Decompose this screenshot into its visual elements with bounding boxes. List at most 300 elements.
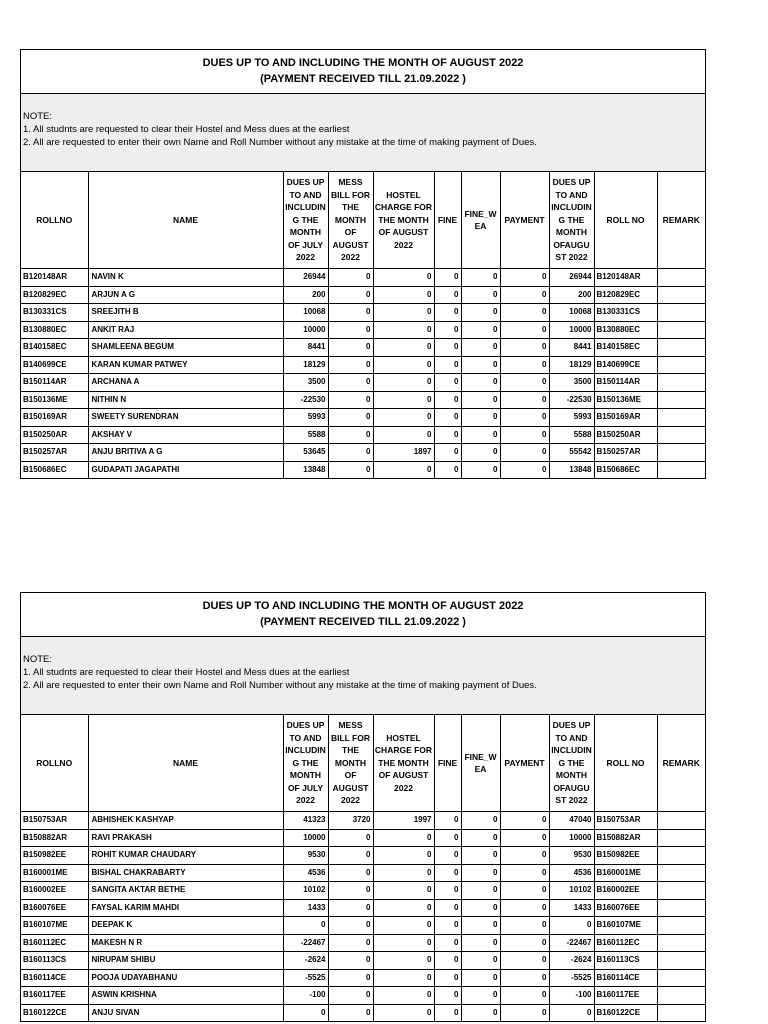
cell-dues-july: -100 [283,987,328,1005]
cell-rollno: B160113CS [21,952,88,970]
cell-name: RAVI PRAKASH [88,829,283,847]
cell-mess-bill: 0 [328,269,373,287]
cell-fine-wea: 0 [461,444,500,462]
table-row [21,444,705,462]
cell-name: GUDAPATI JAGAPATHI [88,461,283,478]
cell-mess-bill: 0 [328,444,373,462]
cell-name: DEEPAK K [88,917,283,935]
cell-roll-no: B160114CE [594,969,657,987]
cell-fine: 0 [434,987,461,1005]
header-row [21,172,705,269]
note-line-1: 1. All studnts are requested to clear their Hostel and Mess dues at the earliest [23,124,350,135]
cell-hostel-charge: 0 [373,286,434,304]
cell-name: ANKIT RAJ [88,321,283,339]
cell-dues-july: 18129 [283,356,328,374]
cell-dues-august: 55542 [549,444,594,462]
cell-hostel-charge: 0 [373,952,434,970]
cell-fine-wea: 0 [461,917,500,935]
cell-remark [657,987,705,1005]
cell-name: ROHIT KUMAR CHAUDARY [88,847,283,865]
cell-remark [657,1004,705,1021]
cell-roll-no: B150882AR [594,829,657,847]
col-header-dues-august: DUES UP TO AND INCLUDIN G THE MONTH OFAUGU ST 2022 [549,715,594,812]
col-header-fine-wea: FINE_W EA [461,172,500,269]
cell-dues-august: 4536 [549,864,594,882]
cell-payment: 0 [500,391,549,409]
cell-name: ANJU BRITIVA A G [88,444,283,462]
cell-mess-bill: 0 [328,882,373,900]
cell-mess-bill: 0 [328,917,373,935]
cell-dues-july: 4536 [283,864,328,882]
cell-mess-bill: 0 [328,304,373,322]
cell-dues-july: 10102 [283,882,328,900]
cell-mess-bill: 0 [328,987,373,1005]
cell-dues-august: 47040 [549,812,594,830]
cell-dues-july: 5588 [283,426,328,444]
cell-dues-july: 1433 [283,899,328,917]
col-header-fine-wea: FINE_W EA [461,715,500,812]
cell-fine-wea: 0 [461,934,500,952]
cell-remark [657,847,705,865]
col-header-mess-bill: MESS BILL FOR THE MONTH OF AUGUST 2022 [328,172,373,269]
table-row [21,304,705,322]
cell-fine: 0 [434,444,461,462]
col-header-remark: REMARK [657,715,705,812]
cell-name: ABHISHEK KASHYAP [88,812,283,830]
cell-name: ASWIN KRISHNA [88,987,283,1005]
col-header-dues-august: DUES UP TO AND INCLUDIN G THE MONTH OFAUGU ST 2022 [549,172,594,269]
cell-dues-july: 3500 [283,374,328,392]
cell-mess-bill: 0 [328,426,373,444]
cell-dues-august: 9530 [549,847,594,865]
cell-hostel-charge: 0 [373,829,434,847]
table-row [21,934,705,952]
cell-payment: 0 [500,304,549,322]
table-row [21,269,705,287]
cell-name: NAVIN K [88,269,283,287]
cell-fine-wea: 0 [461,864,500,882]
note-line-2: 2. All are requested to enter their own Name and Roll Number without any mistake at the time of making payment of Dues. [23,680,537,691]
cell-payment: 0 [500,952,549,970]
cell-remark [657,321,705,339]
cell-hostel-charge: 0 [373,426,434,444]
cell-payment: 0 [500,864,549,882]
cell-rollno: B160107ME [21,917,88,935]
cell-dues-july: -22530 [283,391,328,409]
title-line-1: DUES UP TO AND INCLUDING THE MONTH OF AUGUST 2022 [202,600,524,612]
cell-dues-july: 5993 [283,409,328,427]
cell-fine-wea: 0 [461,847,500,865]
cell-dues-july: 9530 [283,847,328,865]
cell-remark [657,286,705,304]
cell-dues-july: 10068 [283,304,328,322]
cell-fine-wea: 0 [461,1004,500,1021]
cell-name: BISHAL CHAKRABARTY [88,864,283,882]
cell-rollno: B120829EC [21,286,88,304]
dues-sheet-2 [20,592,706,1022]
col-header-hostel-charge: HOSTEL CHARGE FOR THE MONTH OF AUGUST 2022 [373,715,434,812]
cell-rollno: B150882AR [21,829,88,847]
cell-mess-bill: 0 [328,321,373,339]
cell-payment: 0 [500,899,549,917]
cell-dues-august: 3500 [549,374,594,392]
cell-hostel-charge: 0 [373,1004,434,1021]
cell-hostel-charge: 0 [373,864,434,882]
cell-remark [657,374,705,392]
cell-fine: 0 [434,882,461,900]
cell-name: KARAN KUMAR PATWEY [88,356,283,374]
cell-dues-august: -5525 [549,969,594,987]
dues-table [21,715,705,1021]
cell-rollno: B120148AR [21,269,88,287]
cell-rollno: B160076EE [21,899,88,917]
cell-mess-bill: 3720 [328,812,373,830]
cell-name: ARJUN A G [88,286,283,304]
table-row [21,286,705,304]
table-row [21,812,705,830]
cell-name: NIRUPAM SHIBU [88,952,283,970]
cell-roll-no: B150257AR [594,444,657,462]
cell-fine-wea: 0 [461,304,500,322]
cell-remark [657,829,705,847]
cell-payment: 0 [500,829,549,847]
col-header-roll-no: ROLL NO [594,172,657,269]
note-line-2: 2. All are requested to enter their own Name and Roll Number without any mistake at the time of making payment of Dues. [23,137,537,148]
table-row [21,864,705,882]
note-block [21,637,705,715]
cell-roll-no: B150686EC [594,461,657,478]
cell-dues-august: 0 [549,917,594,935]
cell-mess-bill: 0 [328,864,373,882]
dues-table [21,172,705,478]
cell-payment: 0 [500,882,549,900]
cell-rollno: B160122CE [21,1004,88,1021]
table-row [21,1004,705,1021]
cell-rollno: B130880EC [21,321,88,339]
cell-remark [657,952,705,970]
cell-dues-august: 10068 [549,304,594,322]
cell-fine-wea: 0 [461,899,500,917]
cell-remark [657,969,705,987]
cell-mess-bill: 0 [328,1004,373,1021]
cell-dues-august: 18129 [549,356,594,374]
col-header-dues-july: DUES UP TO AND INCLUDIN G THE MONTH OF JULY 2022 [283,172,328,269]
cell-hostel-charge: 0 [373,374,434,392]
cell-rollno: B140158EC [21,339,88,357]
cell-dues-august: 10000 [549,321,594,339]
cell-dues-july: 10000 [283,321,328,339]
cell-remark [657,899,705,917]
note-heading: NOTE: [23,654,53,665]
cell-payment: 0 [500,286,549,304]
cell-dues-august: 8441 [549,339,594,357]
cell-fine: 0 [434,286,461,304]
cell-mess-bill: 0 [328,391,373,409]
cell-dues-august: -2624 [549,952,594,970]
table-row [21,987,705,1005]
table-row [21,409,705,427]
cell-fine-wea: 0 [461,952,500,970]
cell-fine-wea: 0 [461,286,500,304]
note-block [21,94,705,172]
cell-dues-august: 10000 [549,829,594,847]
cell-remark [657,304,705,322]
cell-payment: 0 [500,812,549,830]
cell-roll-no: B150114AR [594,374,657,392]
cell-dues-august: 0 [549,1004,594,1021]
cell-hostel-charge: 0 [373,269,434,287]
cell-mess-bill: 0 [328,409,373,427]
cell-fine-wea: 0 [461,882,500,900]
cell-roll-no: B120148AR [594,269,657,287]
cell-roll-no: B130880EC [594,321,657,339]
cell-name: SHAMLEENA BEGUM [88,339,283,357]
cell-dues-july: 0 [283,917,328,935]
cell-fine-wea: 0 [461,409,500,427]
cell-name: MAKESH N R [88,934,283,952]
cell-remark [657,339,705,357]
cell-payment: 0 [500,374,549,392]
cell-mess-bill: 0 [328,899,373,917]
table-row [21,461,705,478]
col-header-dues-july: DUES UP TO AND INCLUDIN G THE MONTH OF JULY 2022 [283,715,328,812]
cell-fine: 0 [434,304,461,322]
cell-payment: 0 [500,847,549,865]
cell-fine: 0 [434,426,461,444]
cell-payment: 0 [500,987,549,1005]
cell-remark [657,864,705,882]
table-row [21,321,705,339]
table-row [21,952,705,970]
col-header-payment: PAYMENT [500,715,549,812]
cell-fine: 0 [434,1004,461,1021]
cell-fine: 0 [434,321,461,339]
cell-rollno: B130331CS [21,304,88,322]
sheet-title [21,50,705,94]
cell-fine: 0 [434,934,461,952]
cell-mess-bill: 0 [328,969,373,987]
cell-remark [657,426,705,444]
cell-dues-july: 26944 [283,269,328,287]
cell-dues-july: 10000 [283,829,328,847]
cell-rollno: B160002EE [21,882,88,900]
cell-dues-august: 200 [549,286,594,304]
cell-roll-no: B150136ME [594,391,657,409]
table-row [21,899,705,917]
cell-hostel-charge: 0 [373,409,434,427]
cell-rollno: B150169AR [21,409,88,427]
cell-dues-july: 41323 [283,812,328,830]
title-line-2: (PAYMENT RECEIVED TILL 21.09.2022 ) [260,616,466,628]
cell-roll-no: B160001ME [594,864,657,882]
cell-hostel-charge: 0 [373,847,434,865]
col-header-rollno: ROLLNO [21,715,88,812]
col-header-fine: FINE [434,715,461,812]
cell-rollno: B160112EC [21,934,88,952]
cell-payment: 0 [500,269,549,287]
cell-roll-no: B120829EC [594,286,657,304]
cell-dues-july: 13848 [283,461,328,478]
cell-dues-august: 13848 [549,461,594,478]
cell-fine: 0 [434,812,461,830]
cell-hostel-charge: 0 [373,917,434,935]
cell-remark [657,356,705,374]
cell-payment: 0 [500,461,549,478]
table-row [21,847,705,865]
cell-fine-wea: 0 [461,374,500,392]
cell-name: SREEJITH B [88,304,283,322]
cell-name: ARCHANA A [88,374,283,392]
cell-fine-wea: 0 [461,339,500,357]
cell-fine: 0 [434,356,461,374]
cell-fine-wea: 0 [461,969,500,987]
cell-mess-bill: 0 [328,934,373,952]
cell-rollno: B150136ME [21,391,88,409]
title-line-2: (PAYMENT RECEIVED TILL 21.09.2022 ) [260,73,466,85]
cell-fine-wea: 0 [461,426,500,444]
cell-fine: 0 [434,847,461,865]
cell-dues-august: 5588 [549,426,594,444]
cell-rollno: B160001ME [21,864,88,882]
cell-payment: 0 [500,409,549,427]
cell-dues-august: -22467 [549,934,594,952]
cell-fine-wea: 0 [461,987,500,1005]
cell-payment: 0 [500,917,549,935]
cell-dues-august: -100 [549,987,594,1005]
cell-roll-no: B160107ME [594,917,657,935]
cell-hostel-charge: 0 [373,304,434,322]
cell-mess-bill: 0 [328,461,373,478]
cell-fine: 0 [434,391,461,409]
cell-roll-no: B150982EE [594,847,657,865]
cell-fine: 0 [434,864,461,882]
col-header-name: NAME [88,172,283,269]
note-heading: NOTE: [23,111,53,122]
cell-fine: 0 [434,829,461,847]
cell-mess-bill: 0 [328,286,373,304]
cell-dues-august: -22530 [549,391,594,409]
cell-dues-august: 5993 [549,409,594,427]
cell-remark [657,409,705,427]
cell-hostel-charge: 0 [373,391,434,409]
col-header-rollno: ROLLNO [21,172,88,269]
cell-hostel-charge: 0 [373,461,434,478]
cell-dues-august: 26944 [549,269,594,287]
cell-mess-bill: 0 [328,339,373,357]
cell-fine: 0 [434,409,461,427]
cell-dues-july: 200 [283,286,328,304]
cell-rollno: B140699CE [21,356,88,374]
table-row [21,339,705,357]
cell-remark [657,882,705,900]
cell-fine-wea: 0 [461,461,500,478]
col-header-roll-no: ROLL NO [594,715,657,812]
cell-name: SWEETY SURENDRAN [88,409,283,427]
cell-dues-july: 53645 [283,444,328,462]
cell-dues-august: 1433 [549,899,594,917]
cell-remark [657,461,705,478]
cell-fine-wea: 0 [461,829,500,847]
cell-rollno: B150982EE [21,847,88,865]
cell-roll-no: B150169AR [594,409,657,427]
note-line-1: 1. All studnts are requested to clear their Hostel and Mess dues at the earliest [23,667,350,678]
cell-rollno: B150686EC [21,461,88,478]
cell-hostel-charge: 0 [373,899,434,917]
table-row [21,882,705,900]
cell-hostel-charge: 1997 [373,812,434,830]
cell-fine: 0 [434,374,461,392]
cell-payment: 0 [500,1004,549,1021]
table-row [21,917,705,935]
cell-roll-no: B160002EE [594,882,657,900]
cell-roll-no: B150753AR [594,812,657,830]
cell-name: FAYSAL KARIM MAHDI [88,899,283,917]
cell-fine-wea: 0 [461,269,500,287]
cell-hostel-charge: 0 [373,934,434,952]
table-row [21,391,705,409]
cell-hostel-charge: 0 [373,356,434,374]
cell-name: NITHIN N [88,391,283,409]
col-header-fine: FINE [434,172,461,269]
cell-name: POOJA UDAYABHANU [88,969,283,987]
cell-fine: 0 [434,339,461,357]
cell-name: AKSHAY V [88,426,283,444]
cell-hostel-charge: 0 [373,987,434,1005]
cell-fine: 0 [434,969,461,987]
cell-remark [657,269,705,287]
header-row [21,715,705,812]
cell-roll-no: B160113CS [594,952,657,970]
cell-roll-no: B150250AR [594,426,657,444]
cell-dues-july: -5525 [283,969,328,987]
cell-payment: 0 [500,321,549,339]
cell-roll-no: B130331CS [594,304,657,322]
cell-remark [657,934,705,952]
cell-fine: 0 [434,952,461,970]
col-header-name: NAME [88,715,283,812]
cell-rollno: B150114AR [21,374,88,392]
cell-mess-bill: 0 [328,829,373,847]
cell-fine-wea: 0 [461,321,500,339]
cell-rollno: B160117EE [21,987,88,1005]
col-header-mess-bill: MESS BILL FOR THE MONTH OF AUGUST 2022 [328,715,373,812]
cell-mess-bill: 0 [328,847,373,865]
cell-roll-no: B160076EE [594,899,657,917]
cell-name: ANJU SIVAN [88,1004,283,1021]
cell-roll-no: B160122CE [594,1004,657,1021]
cell-roll-no: B160112EC [594,934,657,952]
cell-mess-bill: 0 [328,952,373,970]
cell-dues-august: 10102 [549,882,594,900]
cell-payment: 0 [500,356,549,374]
cell-payment: 0 [500,444,549,462]
cell-dues-july: -2624 [283,952,328,970]
cell-roll-no: B160117EE [594,987,657,1005]
cell-remark [657,917,705,935]
col-header-payment: PAYMENT [500,172,549,269]
cell-fine: 0 [434,917,461,935]
cell-rollno: B150257AR [21,444,88,462]
cell-dues-july: -22467 [283,934,328,952]
cell-fine-wea: 0 [461,812,500,830]
cell-payment: 0 [500,426,549,444]
cell-dues-july: 0 [283,1004,328,1021]
cell-fine: 0 [434,461,461,478]
cell-rollno: B150250AR [21,426,88,444]
title-line-1: DUES UP TO AND INCLUDING THE MONTH OF AUGUST 2022 [202,57,524,69]
cell-mess-bill: 0 [328,356,373,374]
cell-fine-wea: 0 [461,391,500,409]
